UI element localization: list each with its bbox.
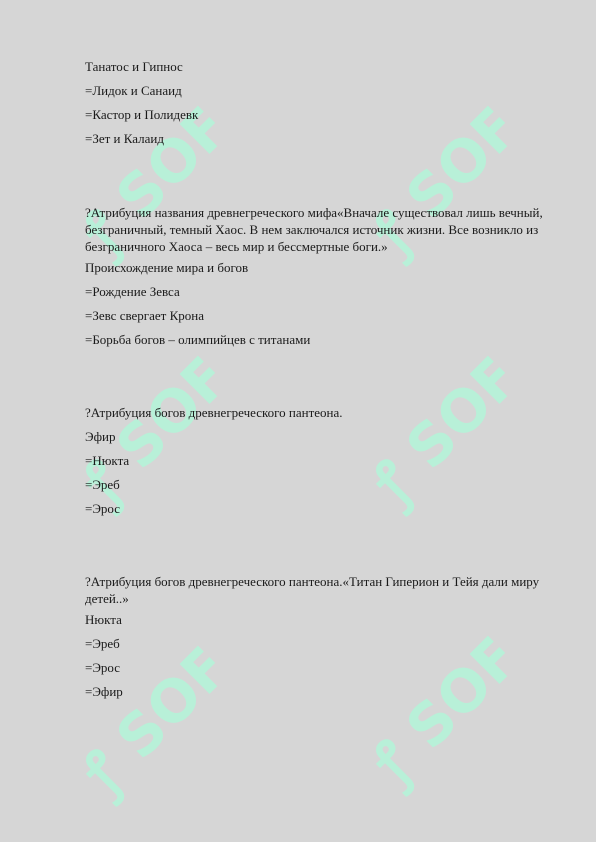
option-line: =Эрос xyxy=(85,660,121,675)
svg-text:ꝭ SOFF: ꝭ SOFF xyxy=(359,619,536,796)
option-line: =Эрос xyxy=(85,501,121,516)
option-line: =Кастор и Полидевк xyxy=(85,107,199,122)
option-line: =Рождение Зевса xyxy=(85,284,180,299)
option-line: =Борьба богов – олимпийцев с титанами xyxy=(85,332,311,347)
question-line: ?Атрибуция богов древнегреческого пантеона.«Титан Гиперион и Тейя дали миру детей..» xyxy=(85,574,540,606)
svg-text:ꝭ SOFF: ꝭ SOFF xyxy=(359,89,536,266)
option-line: =Эреб xyxy=(85,477,120,492)
option-line: =Лидок и Санаид xyxy=(85,83,182,98)
svg-text:ꝭ SOFF: ꝭ SOFF xyxy=(359,339,536,516)
svg-text:ꝭ SOFF: ꝭ SOFF xyxy=(69,339,246,516)
svg-text:ꝭ SOFF: ꝭ SOFF xyxy=(69,89,246,266)
option-line: =Нюкта xyxy=(85,453,130,468)
answer-line: Эфир xyxy=(85,429,116,444)
option-line: =Эфир xyxy=(85,684,123,699)
option-line: =Эреб xyxy=(85,636,120,651)
answer-line: Танатос и Гипнос xyxy=(85,59,183,74)
question-line: ?Атрибуция названия древнегреческого мифа«Вначале существовал лишь вечный, безграничный, темный Хаос. В нем заключался источник жизни. Все возникло из безграничного Хаоса – весь мир и бессмертные боги.» xyxy=(85,205,543,254)
svg-text:ꝭ SOFF: ꝭ SOFF xyxy=(69,629,246,806)
answer-line: Нюкта xyxy=(85,612,122,627)
answer-line: Происхождение мира и богов xyxy=(85,260,249,275)
question-line: ?Атрибуция богов древнегреческого пантеона. xyxy=(85,405,343,420)
option-line: =Зет и Калаид xyxy=(85,131,164,146)
option-line: =Зевс свергает Крона xyxy=(85,308,204,323)
